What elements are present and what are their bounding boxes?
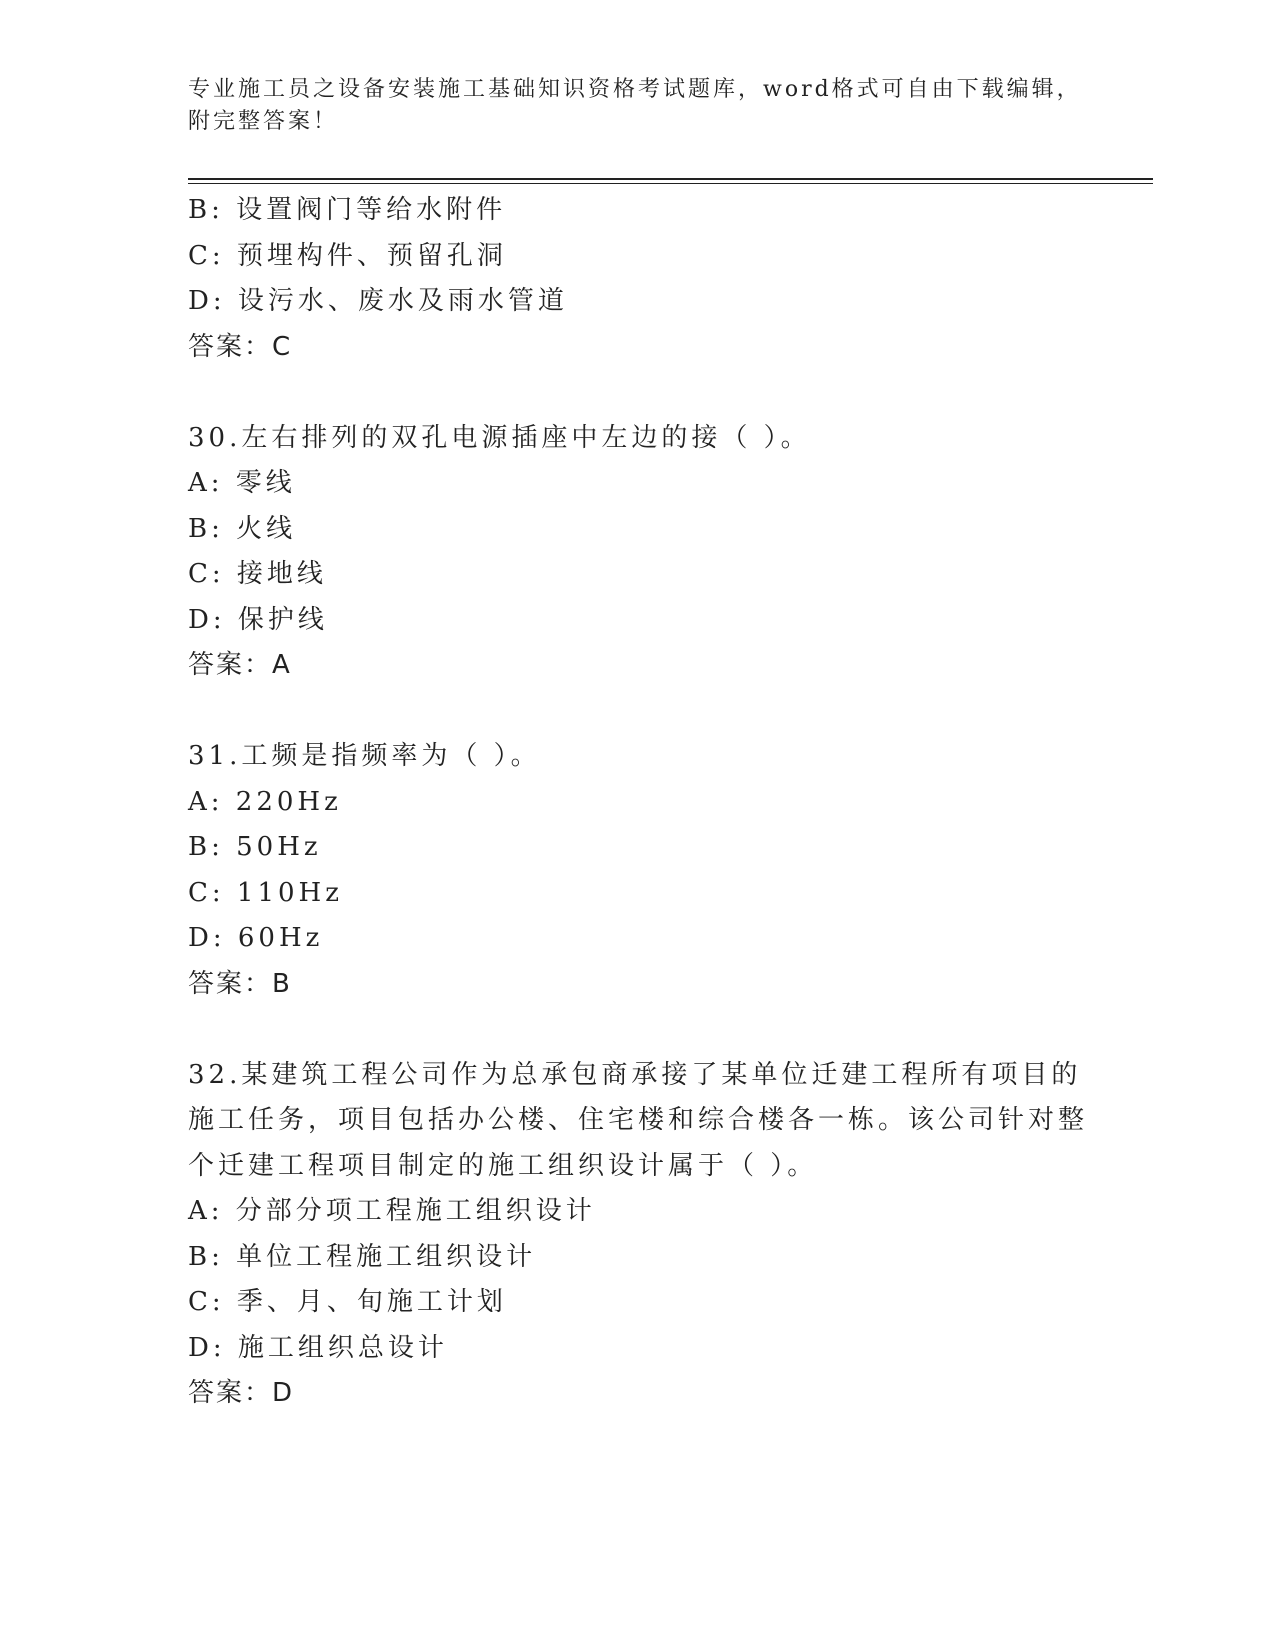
option-c: C: 接地线 [188,559,327,589]
question-stem: 31.工频是指频率为（ ）。 [188,741,541,771]
option-a: A: 220Hz [188,786,342,817]
answer-line: 答案：C [188,331,293,362]
header-divider-thin [188,183,1153,184]
document-header [188,74,1088,138]
option-a: A: 分部分项工程施工组织设计 [188,1196,596,1226]
answer-line: 答案：B [188,968,292,999]
option-d: D: 60Hz [188,923,324,953]
option-b: B: 火线 [188,513,297,544]
option-d: D: 施工组织总设计 [188,1332,448,1363]
question-block [188,1053,1088,1417]
question-stem: 30.左右排列的双孔电源插座中左边的接（ ）。 [188,422,811,453]
answer-line: 答案：A [188,650,292,680]
header-divider-thick [188,178,1153,180]
header-line-2: 附完整答案！ [188,109,339,134]
option-c: C: 季、月、旬施工计划 [188,1287,507,1317]
question-block [188,188,1088,370]
option-c: C: 110Hz [188,877,343,908]
question-block [188,734,1088,1007]
answer-line: 答案：D [188,1378,295,1408]
question-list [188,188,1088,1417]
option-d: D: 设污水、废水及雨水管道 [188,286,568,316]
option-b: B: 50Hz [188,832,322,862]
spacer [188,1007,1088,1053]
question-stem: 32.某建筑工程公司作为总承包商承接了某单位迁建工程所有项目的施工任务，项目包括办公楼、住宅楼和综合楼各一栋。该公司针对整个迁建工程项目制定的施工组织设计属于（ ）。 [188,1059,1089,1181]
option-d: D: 保护线 [188,604,328,635]
spacer [188,370,1088,416]
option-b: B: 设置阀门等给水附件 [188,195,507,225]
question-block [188,416,1088,689]
header-line-1: 专业施工员之设备安装施工基础知识资格考试题库，word格式可自由下载编辑， [188,77,1082,102]
option-a: A: 零线 [188,468,296,498]
spacer [188,689,1088,735]
option-b: B: 单位工程施工组织设计 [188,1241,537,1272]
option-c: C: 预埋构件、预留孔洞 [188,240,507,271]
